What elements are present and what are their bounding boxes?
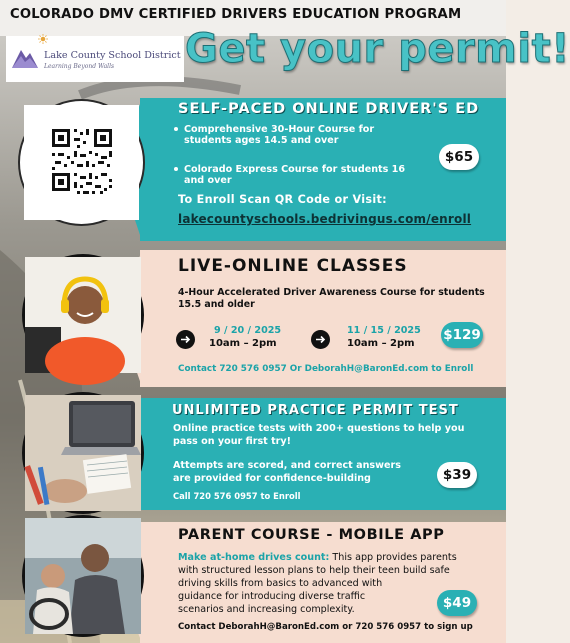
live-price-badge: $129 [441, 322, 483, 348]
arrow-right-icon [311, 330, 330, 349]
online-bullet-1-line-2: students ages 14.5 and over [184, 135, 339, 146]
enroll-url-link[interactable]: lakecountyschools.bedrivingus.com/enroll [178, 212, 472, 226]
bullet-dot [174, 127, 178, 131]
live-heading: LIVE-ONLINE CLASSES [178, 256, 408, 276]
parent-lead: Make at-home drives count: [178, 552, 330, 563]
parent-desc-line-3: driving skills from basics to advanced with [178, 578, 383, 589]
session-1-date: 9 / 20 / 2025 [214, 325, 282, 336]
headline: Get your permit! [185, 26, 570, 72]
practice-desc-line-3: Attempts are scored, and correct answers [173, 460, 401, 471]
practice-contact: Call 720 576 0957 to Enroll [173, 491, 301, 501]
online-heading: SELF-PACED ONLINE DRIVER'S ED [178, 101, 480, 117]
session-2-time: 10am – 2pm [347, 338, 415, 349]
parent-desc-line-2: with structured lesson plans to help their teen build safe [178, 565, 450, 576]
arrow-right-icon [176, 330, 195, 349]
parent-heading: PARENT COURSE - MOBILE APP [178, 527, 445, 543]
parent-desc-line-4: guidance for introducing diverse traffic [178, 591, 366, 602]
parent-contact: Contact DeborahH@BaronEd.com or 720 576 0957 to sign up [178, 622, 473, 632]
parent-price-badge: $49 [437, 590, 477, 616]
online-bullet-1-line-1: Comprehensive 30-Hour Course for [184, 124, 375, 135]
live-contact: Contact 720 576 0957 Or DeborahH@BaronEd.com to Enroll [178, 364, 474, 374]
online-bullet-1 [174, 124, 374, 146]
student-photo [22, 254, 144, 376]
online-bullet-2-line-1: Colorado Express Course for students 16 [184, 164, 406, 175]
laptop-desk-photo [22, 392, 144, 514]
sun-icon [38, 34, 48, 44]
laptop-notebook-image [25, 395, 141, 511]
district-tagline: Learning Beyond Walls [44, 63, 115, 70]
session-1-time: 10am – 2pm [209, 338, 277, 349]
practice-desc-line-4: are provided for confidence-building [173, 473, 371, 484]
practice-desc-line-2: pass on your first try! [173, 436, 292, 447]
parent-desc-line-1 [178, 552, 457, 563]
main-title: COLORADO DMV CERTIFIED DRIVERS EDUCATION PROGRAM [10, 7, 462, 22]
student-with-headphones-image [25, 257, 141, 373]
parent-desc-line-5: scenarios and increasing complexity. [178, 604, 355, 615]
parent-teen-car-photo [22, 515, 144, 637]
bullet-dot [174, 167, 178, 171]
practice-price-badge: $39 [437, 462, 477, 488]
qr-code-image[interactable] [20, 101, 143, 224]
practice-desc-line-1: Online practice tests with 200+ questions to help you [173, 423, 465, 434]
district-name: Lake County School District [44, 50, 181, 61]
parent-desc-line-1-rest: This app provides parents [329, 552, 457, 563]
parent-teen-driving-image [25, 518, 141, 634]
online-price-badge: $65 [439, 144, 479, 170]
live-desc-line-1: 4-Hour Accelerated Driver Awareness Course for students [178, 287, 485, 298]
online-bullet-2-line-2: and over [184, 175, 232, 186]
mountain-logo-icon [12, 44, 38, 68]
practice-heading: UNLIMITED PRACTICE PERMIT TEST [172, 403, 459, 418]
session-2-date: 11 / 15 / 2025 [347, 325, 421, 336]
live-desc-line-2: 15.5 and older [178, 299, 255, 310]
enroll-instruction: To Enroll Scan QR Code or Visit: [178, 193, 387, 206]
qr-code-icon [24, 105, 139, 220]
online-bullet-2 [174, 164, 405, 186]
